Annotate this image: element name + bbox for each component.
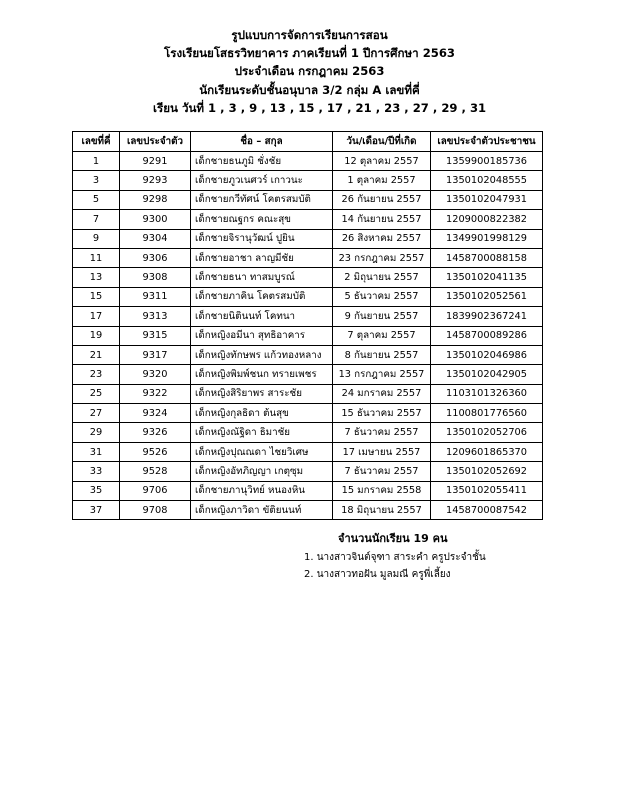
cell-national-id: 1209000822382 bbox=[431, 210, 543, 229]
cell-number: 31 bbox=[73, 442, 120, 461]
teacher-list bbox=[304, 549, 486, 583]
teacher-assistant: 2. นางสาวทอฝัน มูลมณี ครูพี่เลี้ยง bbox=[304, 569, 451, 580]
cell-national-id: 1350102052706 bbox=[431, 423, 543, 442]
cell-student-id: 9311 bbox=[120, 287, 191, 306]
column-header-number: เลขที่คี่ bbox=[73, 132, 120, 152]
cell-name: เด็กหญิงอัทภิญญา เกตุซุม bbox=[191, 462, 333, 481]
cell-national-id: 1359900185736 bbox=[431, 152, 543, 171]
cell-number: 3 bbox=[73, 171, 120, 190]
cell-number: 35 bbox=[73, 481, 120, 500]
cell-national-id: 1100801776560 bbox=[431, 404, 543, 423]
cell-name: เด็กหญิงปุณณดา ไชยวิเศษ bbox=[191, 442, 333, 461]
table-row bbox=[73, 210, 543, 229]
table-row bbox=[73, 365, 543, 384]
table-row bbox=[73, 462, 543, 481]
cell-number: 9 bbox=[73, 229, 120, 248]
cell-number: 7 bbox=[73, 210, 120, 229]
table-row bbox=[73, 152, 543, 171]
cell-student-id: 9315 bbox=[120, 326, 191, 345]
cell-student-id: 9320 bbox=[120, 365, 191, 384]
cell-number: 33 bbox=[73, 462, 120, 481]
cell-number: 29 bbox=[73, 423, 120, 442]
cell-number: 37 bbox=[73, 501, 120, 520]
cell-number: 19 bbox=[73, 326, 120, 345]
cell-name: เด็กหญิงอมีนา สุทธิอาคาร bbox=[191, 326, 333, 345]
cell-name: เด็กชายนิตินนท์ โคทนา bbox=[191, 307, 333, 326]
cell-national-id: 1350102041135 bbox=[431, 268, 543, 287]
cell-name: เด็กชายณฐกร คณะสุข bbox=[191, 210, 333, 229]
document-header bbox=[0, 26, 619, 117]
table-row bbox=[73, 423, 543, 442]
cell-student-id: 9322 bbox=[120, 384, 191, 403]
cell-national-id: 1839902367241 bbox=[431, 307, 543, 326]
cell-birthdate: 13 กรกฎาคม 2557 bbox=[333, 365, 431, 384]
cell-birthdate: 5 ธันวาคม 2557 bbox=[333, 287, 431, 306]
cell-number: 1 bbox=[73, 152, 120, 171]
cell-name: เด็กหญิงทักษพร แก้วทองหลาง bbox=[191, 345, 333, 364]
cell-national-id: 1350102052692 bbox=[431, 462, 543, 481]
column-header-national-id: เลขประจำตัวประชาชน bbox=[431, 132, 543, 152]
cell-birthdate: 24 มกราคม 2557 bbox=[333, 384, 431, 403]
school-semester-line: โรงเรียนยโสธรวิทยาคาร ภาคเรียนที่ 1 ปีการศึกษา 2563 bbox=[164, 46, 455, 61]
cell-name: เด็กชายธนภูมิ ชั่งชัย bbox=[191, 152, 333, 171]
cell-name: เด็กชายกวีทัศน์ โคตรสมบัติ bbox=[191, 190, 333, 209]
table-row bbox=[73, 345, 543, 364]
cell-number: 13 bbox=[73, 268, 120, 287]
table-row bbox=[73, 190, 543, 209]
cell-national-id: 1350102047931 bbox=[431, 190, 543, 209]
cell-student-id: 9317 bbox=[120, 345, 191, 364]
table-row bbox=[73, 268, 543, 287]
month-line: ประจำเดือน กรกฎาคม 2563 bbox=[234, 64, 385, 79]
cell-name: เด็กชายจิรานุวัฒน์ ปูยิน bbox=[191, 229, 333, 248]
document-title: รูปแบบการจัดการเรียนการสอน bbox=[231, 28, 388, 42]
cell-number: 21 bbox=[73, 345, 120, 364]
column-header-name: ชื่อ – สกุล bbox=[191, 132, 333, 152]
cell-national-id: 1350102042905 bbox=[431, 365, 543, 384]
table-row bbox=[73, 248, 543, 267]
cell-birthdate: 15 ธันวาคม 2557 bbox=[333, 404, 431, 423]
cell-name: เด็กหญิงกุลธิดา ต้นสุข bbox=[191, 404, 333, 423]
study-dates-line: เรียน วันที่ 1 , 3 , 9 , 13 , 15 , 17 , 21 , 23 , 27 , 29 , 31 bbox=[153, 100, 487, 115]
cell-student-id: 9324 bbox=[120, 404, 191, 423]
table-row bbox=[73, 229, 543, 248]
cell-national-id: 1458700089286 bbox=[431, 326, 543, 345]
cell-birthdate: 12 ตุลาคม 2557 bbox=[333, 152, 431, 171]
cell-student-id: 9304 bbox=[120, 229, 191, 248]
cell-national-id: 1350102046986 bbox=[431, 345, 543, 364]
cell-national-id: 1350102048555 bbox=[431, 171, 543, 190]
table-row bbox=[73, 287, 543, 306]
cell-student-id: 9528 bbox=[120, 462, 191, 481]
table-row bbox=[73, 171, 543, 190]
cell-number: 25 bbox=[73, 384, 120, 403]
cell-student-id: 9308 bbox=[120, 268, 191, 287]
cell-student-id: 9526 bbox=[120, 442, 191, 461]
cell-name: เด็กชายภานุวิทย์ หนองหิน bbox=[191, 481, 333, 500]
cell-birthdate: 8 กันยายน 2557 bbox=[333, 345, 431, 364]
cell-birthdate: 1 ตุลาคม 2557 bbox=[333, 171, 431, 190]
column-header-birthdate: วัน/เดือน/ปีที่เกิด bbox=[333, 132, 431, 152]
cell-name: เด็กหญิงภาวิดา ขัติยนนท์ bbox=[191, 501, 333, 520]
cell-number: 17 bbox=[73, 307, 120, 326]
table-body bbox=[73, 152, 543, 520]
table-row bbox=[73, 326, 543, 345]
cell-national-id: 1209601865370 bbox=[431, 442, 543, 461]
table-row bbox=[73, 442, 543, 461]
cell-birthdate: 7 ตุลาคม 2557 bbox=[333, 326, 431, 345]
cell-student-id: 9293 bbox=[120, 171, 191, 190]
cell-birthdate: 7 ธันวาคม 2557 bbox=[333, 423, 431, 442]
student-roster-table bbox=[72, 131, 543, 520]
cell-student-id: 9708 bbox=[120, 501, 191, 520]
teacher-homeroom: 1. นางสาวจินต์จุฑา สาระคำ ครูประจำชั้น bbox=[304, 552, 486, 563]
cell-birthdate: 17 เมษายน 2557 bbox=[333, 442, 431, 461]
cell-student-id: 9298 bbox=[120, 190, 191, 209]
cell-student-id: 9306 bbox=[120, 248, 191, 267]
cell-birthdate: 26 กันยายน 2557 bbox=[333, 190, 431, 209]
student-count: จำนวนนักเรียน 19 คน bbox=[338, 532, 448, 545]
table-row bbox=[73, 481, 543, 500]
cell-student-id: 9291 bbox=[120, 152, 191, 171]
column-header-student-id: เลขประจำตัว bbox=[120, 132, 191, 152]
cell-national-id: 1103101326360 bbox=[431, 384, 543, 403]
cell-name: เด็กชายภูวเนศวร์ เกาวนะ bbox=[191, 171, 333, 190]
table-row bbox=[73, 384, 543, 403]
cell-national-id: 1350102055411 bbox=[431, 481, 543, 500]
table-row bbox=[73, 501, 543, 520]
cell-name: เด็กหญิงพิมพ์ชนก ทรายเพชร bbox=[191, 365, 333, 384]
cell-number: 23 bbox=[73, 365, 120, 384]
cell-name: เด็กชายธนา ทาสมบูรณ์ bbox=[191, 268, 333, 287]
cell-number: 27 bbox=[73, 404, 120, 423]
cell-name: เด็กหญิงณัฐิดา ธิมาชัย bbox=[191, 423, 333, 442]
cell-student-id: 9706 bbox=[120, 481, 191, 500]
cell-number: 11 bbox=[73, 248, 120, 267]
table-row bbox=[73, 404, 543, 423]
cell-birthdate: 7 ธันวาคม 2557 bbox=[333, 462, 431, 481]
cell-student-id: 9313 bbox=[120, 307, 191, 326]
cell-birthdate: 15 มกราคม 2558 bbox=[333, 481, 431, 500]
cell-birthdate: 9 กันยายน 2557 bbox=[333, 307, 431, 326]
cell-student-id: 9326 bbox=[120, 423, 191, 442]
cell-national-id: 1349901998129 bbox=[431, 229, 543, 248]
cell-name: เด็กชายภาคิน โคตรสมบัติ bbox=[191, 287, 333, 306]
cell-number: 5 bbox=[73, 190, 120, 209]
cell-birthdate: 26 สิงหาคม 2557 bbox=[333, 229, 431, 248]
cell-name: เด็กชายอาชา ลาญมีชัย bbox=[191, 248, 333, 267]
cell-name: เด็กหญิงสิริยาพร สาระชัย bbox=[191, 384, 333, 403]
cell-national-id: 1350102052561 bbox=[431, 287, 543, 306]
cell-number: 15 bbox=[73, 287, 120, 306]
cell-national-id: 1458700087542 bbox=[431, 501, 543, 520]
cell-student-id: 9300 bbox=[120, 210, 191, 229]
cell-birthdate: 23 กรกฎาคม 2557 bbox=[333, 248, 431, 267]
cell-birthdate: 18 มิถุนายน 2557 bbox=[333, 501, 431, 520]
cell-birthdate: 14 กันยายน 2557 bbox=[333, 210, 431, 229]
table-row bbox=[73, 307, 543, 326]
class-group-line: นักเรียนระดับชั้นอนุบาล 3/2 กลุ่ม A เลขที่คี่ bbox=[199, 82, 420, 97]
table-header-row bbox=[73, 132, 543, 152]
cell-birthdate: 2 มิถุนายน 2557 bbox=[333, 268, 431, 287]
cell-national-id: 1458700088158 bbox=[431, 248, 543, 267]
